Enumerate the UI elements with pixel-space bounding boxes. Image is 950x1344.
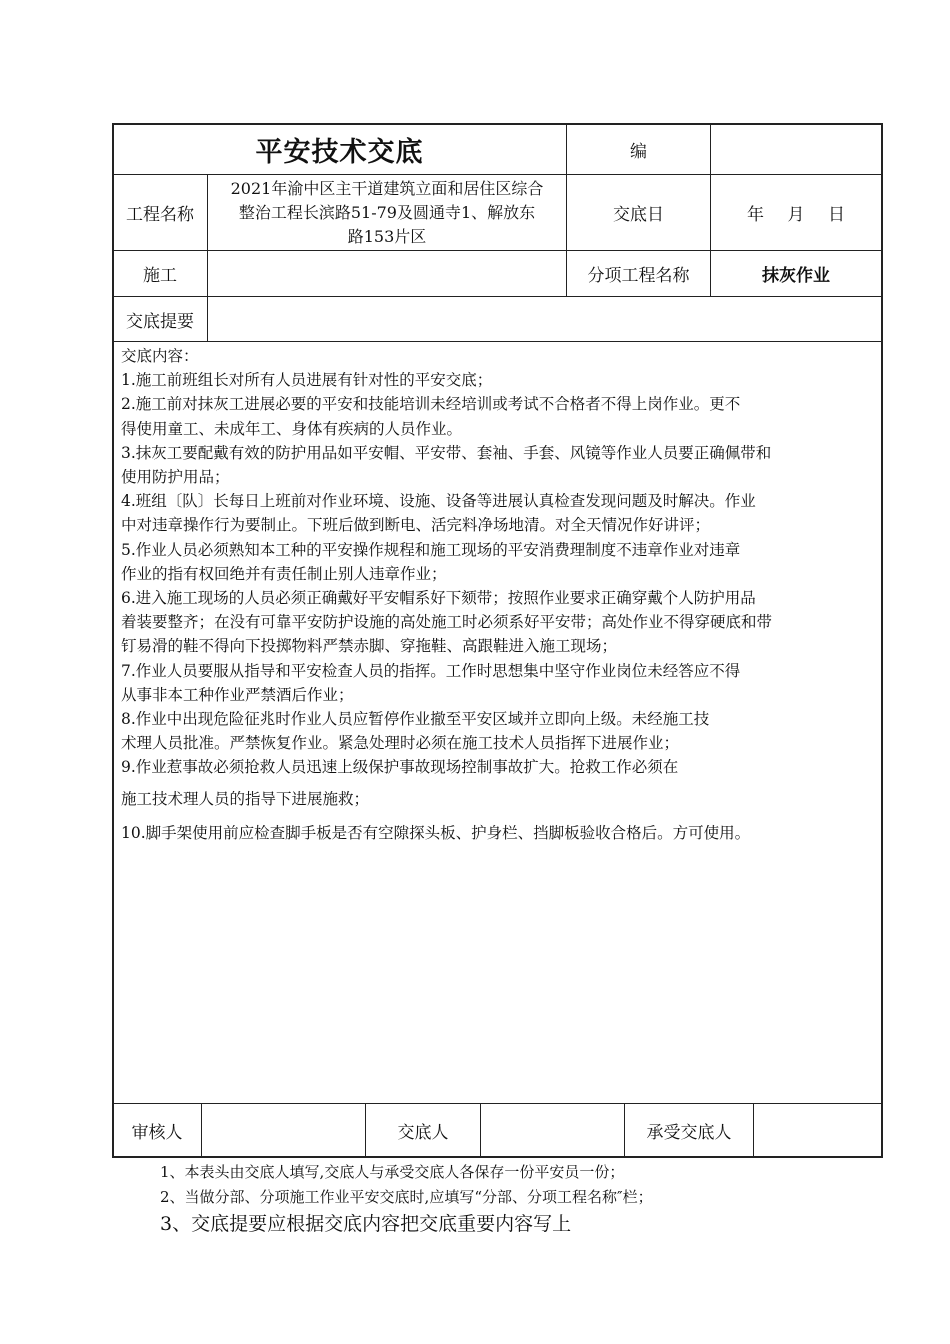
disclosure-date-label: 交底日 [613, 205, 664, 225]
date-month: 月 [787, 205, 805, 225]
content-line: 5.作业人员必须熟知本工种的平安操作规程和施工现场的平安消费理制度不违章作业对违章 [121, 540, 741, 559]
construction-label: 施工 [143, 266, 177, 286]
content-line: 从事非本工种作业严禁酒后作业； [121, 685, 354, 704]
project-name-line: 2021年渝中区主干道建筑立面和居住区综合 [230, 178, 544, 198]
project-name-label: 工程名称 [126, 205, 194, 225]
content-line: 8.作业中出现危险征兆时作业人员应暂停作业撤至平安区域并立即向上级。未经施工技 [121, 710, 710, 729]
discloser-label: 交底人 [397, 1122, 449, 1143]
code-value-cell [711, 124, 881, 174]
content-line: 术理人员批准。严禁恢复作业。紧急处理时必须在施工技术人员指挥下进展作业； [121, 734, 680, 753]
disclosure-date-value [711, 175, 881, 250]
project-name-line: 整治工程长滨路51-79及圆通寺1、解放东 [238, 202, 536, 222]
content-title: 交底内容： [121, 347, 199, 365]
content-line: 3.抹灰工要配戴有效的防护用品如平安帽、平安带、套袖、手套、风镜等作业人员要正确佩带和 [121, 443, 772, 462]
content-line: 2.施工前对抹灰工进展必要的平安和技能培训未经培训或考试不合格者不得上岗作业。更不 [121, 395, 741, 414]
note-3: 3、交底提要应根据交底内容把交底重要内容写上 [160, 1213, 572, 1235]
disclosure-content [121, 344, 866, 845]
reviewer-label: 审核人 [131, 1122, 183, 1143]
content-line: 作业的指有权回绝并有责任制止别人违章作业； [121, 564, 447, 583]
summary-value-cell [208, 297, 881, 341]
content-line: 施工技术理人员的指导下进展施救； [121, 789, 370, 808]
reviewer-value-cell [202, 1104, 365, 1156]
form-title: 平安技术交底 [255, 136, 424, 168]
content-line: 得使用童工、未成年工、身体有疾病的人员作业。 [121, 419, 463, 438]
receiver-value-cell [754, 1104, 881, 1156]
content-line: 7.作业人员要服从指导和平安检查人员的指挥。工作时思想集中坚守作业岗位未经答应不得 [121, 661, 741, 680]
content-line: 4.班组〔队〕长每日上班前对作业环境、设施、设备等进展认真检查发现问题及时解决。作业 [121, 492, 756, 511]
summary-label: 交底提要 [126, 311, 194, 332]
subitem-name-label: 分项工程名称 [587, 266, 690, 286]
date-year: 年 [747, 205, 764, 225]
content-line: 6.进入施工现场的人员必须正确戴好平安帽系好下颏带；按照作业要求正确穿戴个人防护用品 [121, 589, 756, 608]
content-line: 1.施工前班组长对所有人员进展有针对性的平安交底； [121, 371, 493, 390]
receiver-label: 承受交底人 [646, 1122, 732, 1143]
discloser-value-cell [481, 1104, 624, 1156]
note-1: 1、本表头由交底人填写,交底人与承受交底人各保存一份平安员一份； [160, 1163, 625, 1181]
subitem-name-value: 抹灰作业 [762, 266, 830, 286]
note-2: 2、当做分部、分项施工作业平安交底时,应填写“分部、分项工程名称″栏； [160, 1188, 653, 1206]
project-name-value [208, 175, 566, 250]
content-line: 着装要整齐；在没有可靠平安防护设施的高处施工时必须系好平安带；高处作业不得穿硬底和带 [121, 613, 773, 632]
project-name-line: 路153片区 [347, 226, 427, 246]
date-day: 日 [828, 205, 845, 225]
content-line: 10.脚手架使用前应检查脚手板是否有空隙探头板、护身栏、挡脚板验收合格后。方可使用。 [121, 823, 751, 842]
content-line: 使用防护用品； [121, 468, 230, 487]
content-line: 钉易滑的鞋不得向下投掷物料严禁赤脚、穿拖鞋、高跟鞋进入施工现场； [121, 637, 618, 656]
content-line: 9.作业惹事故必须抢救人员迅速上级保护事故现场控制事故扩大。抢救工作必须在 [121, 758, 679, 777]
construction-value-cell [208, 251, 566, 296]
content-line: 中对违章操作行为要制止。下班后做到断电、活完料净场地清。对全天情况作好讲评； [121, 516, 711, 535]
code-label: 编 [630, 141, 647, 162]
